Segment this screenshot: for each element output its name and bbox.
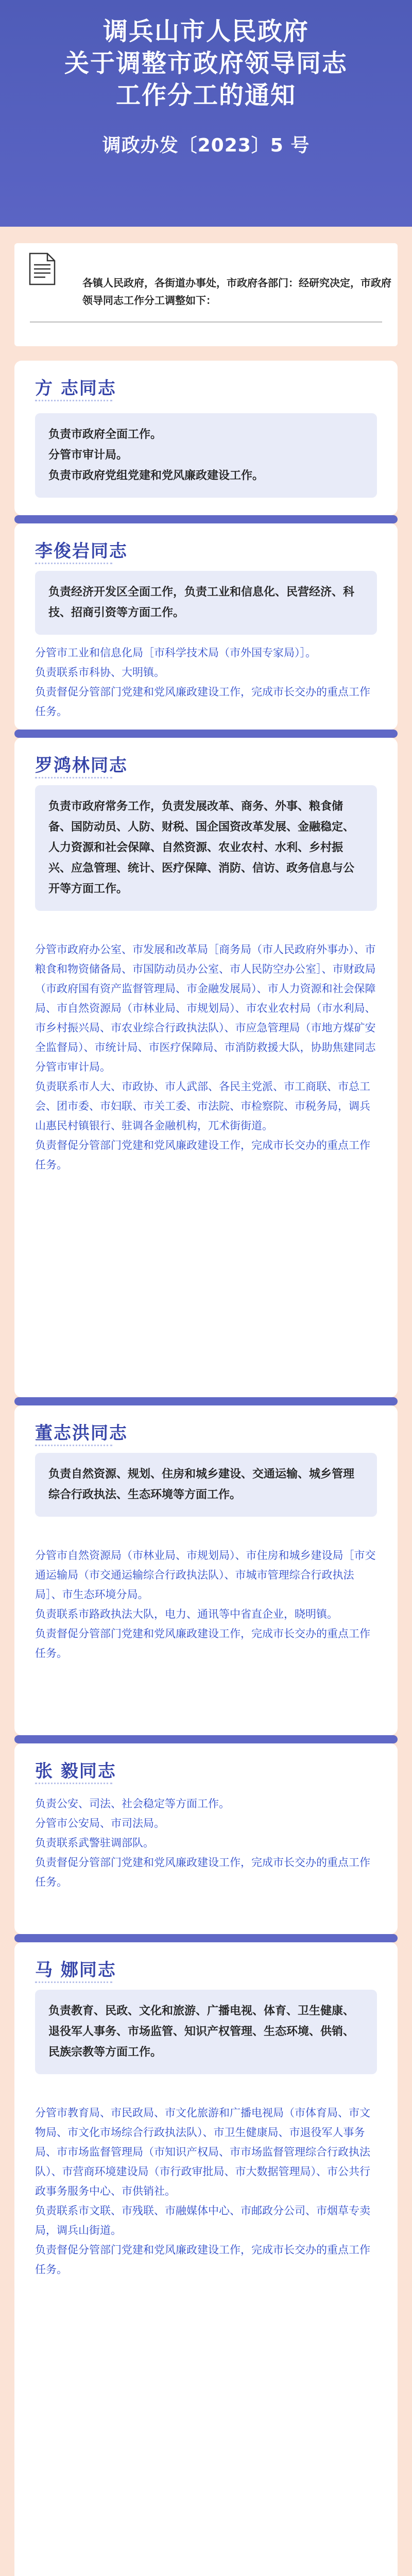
section-divider <box>14 1934 398 1942</box>
duty-details <box>35 643 377 721</box>
duty-details <box>35 940 377 1175</box>
section-fangzhi <box>14 361 398 515</box>
duty-item: 负责经济开发区全面工作，负责工业和信息化、民营经济、科技、招商引资等方面工作。 <box>48 586 355 619</box>
detail-paragraph: 负责联系市人大、市政协、市人武部、各民主党派、市工商联、市总工会、团市委、市妇联、市关工委、市法院、市检察院、市税务局，调兵山惠民村镇银行、驻调各金融机构，兀术街街道。 <box>35 1080 370 1132</box>
duty-item: 负责市政府全面工作。 <box>48 428 162 441</box>
duty-box <box>35 571 377 635</box>
section-mana <box>14 1942 398 2576</box>
duty-box <box>35 785 377 911</box>
duty-box <box>35 1453 377 1517</box>
header <box>0 0 412 227</box>
leader-name: 马 娜同志 <box>35 1960 116 1980</box>
duty-details <box>35 1794 377 1892</box>
duty-item: 分管市审计局。 <box>48 449 128 462</box>
duty-item: 负责市政府常务工作，负责发展改革、商务、外事、粮食储备、国防动员、人防、财税、国企国资改革发展、金融稳定、人力资源和社会保障、自然资源、农业农村、水利、乡村振兴、应急管理、统计、医疗保障、消防、信访、政务信息与公开等方面工作。 <box>48 800 355 895</box>
duty-details <box>35 2103 377 2279</box>
title-line-2: 关于调整市政府领导同志 <box>64 49 348 78</box>
detail-paragraph: 分管市公安局、市司法局。 <box>35 1817 165 1829</box>
section-divider <box>14 1397 398 1405</box>
detail-paragraph: 负责督促分管部门党建和党风廉政建设工作，完成市长交办的重点工作任务。 <box>35 686 370 718</box>
leader-name: 董志洪同志 <box>35 1423 128 1444</box>
section-divider <box>14 515 398 523</box>
intro-text: 各镇人民政府，各街道办事处，市政府各部门：经研究决定，市政府领导同志工作分工调整如下： <box>82 277 391 307</box>
name-underline <box>35 563 112 564</box>
title <box>0 0 412 111</box>
detail-paragraph: 负责督促分管部门党建和党风廉政建设工作，完成市长交办的重点工作任务。 <box>35 2244 370 2276</box>
duty-details <box>35 1546 377 1663</box>
leader-name: 张 毅同志 <box>35 1761 116 1782</box>
section-dongzhihong <box>14 1405 398 1735</box>
name-underline <box>35 400 112 401</box>
section-lijunyan <box>14 523 398 730</box>
name-underline <box>35 777 112 778</box>
title-line-3: 工作分工的通知 <box>115 81 296 110</box>
name-underline <box>35 1445 112 1446</box>
duty-item: 负责教育、民政、文化和旅游、广播电视、体育、卫生健康、退役军人事务、市场监管、知识产权管理、生态环境、供销、民族宗教等方面工作。 <box>48 2005 355 2059</box>
detail-paragraph: 负责联系市文联、市残联、市融媒体中心、市邮政分公司、市烟草专卖局，调兵山街道。 <box>35 2205 370 2236</box>
detail-paragraph: 分管市教育局、市民政局、市文化旅游和广播电视局（市体育局、市文物局、市文化市场综合行政执法队）、市卫生健康局、市退役军人事务局、市市场监督管理局（市知识产权局、市市场监督管理综合行政执法队）、市营商环境建设局（市行政审批局、市大数据管理局）、市公共行政事务服务中心、市供销社。 <box>35 2107 370 2197</box>
detail-paragraph: 负责督促分管部门党建和党风廉政建设工作，完成市长交办的重点工作任务。 <box>35 1139 370 1171</box>
detail-paragraph: 负责联系市科协、大明镇。 <box>35 666 165 679</box>
duty-box <box>35 413 377 498</box>
intro-divider <box>30 321 382 323</box>
intro-card <box>14 243 398 346</box>
name-underline <box>35 1783 112 1784</box>
name-underline <box>35 1981 112 1983</box>
section-zhangyi <box>14 1743 398 1934</box>
leader-name: 罗鸿林同志 <box>35 755 128 776</box>
section-divider <box>14 730 398 738</box>
duty-box <box>35 1990 377 2074</box>
leader-name: 方 志同志 <box>35 378 116 399</box>
detail-paragraph: 负责联系武警驻调部队。 <box>35 1837 154 1849</box>
detail-paragraph: 负责督促分管部门党建和党风廉政建设工作，完成市长交办的重点工作任务。 <box>35 1628 370 1659</box>
section-luohonglin <box>14 738 398 1397</box>
detail-paragraph: 负责联系市路政执法大队，电力、通讯等中省直企业，晓明镇。 <box>35 1608 338 1620</box>
title-line-1: 调兵山市人民政府 <box>102 17 309 46</box>
detail-paragraph: 负责督促分管部门党建和党风廉政建设工作，完成市长交办的重点工作任务。 <box>35 1856 370 1888</box>
document-icon <box>27 252 57 285</box>
leader-name: 李俊岩同志 <box>35 541 128 562</box>
detail-paragraph: 分管市政府办公室、市发展和改革局［商务局（市人民政府外事办）、市粮食和物资储备局、市国防动员办公室、市人民防空办公室］、市财政局（市政府国有资产监督管理局、市金融发展局）、市人力资源和社会保障局、市自然资源局（市林业局、市规划局）、市农业农村局（市水利局、市乡村振兴局、市农业综合行政执法队）、市应急管理局（市地方煤矿安全监督局）、市统计局、市医疗保障局、市消防救援大队，协助焦建同志分管市审计局。 <box>35 943 376 1073</box>
duty-item: 负责自然资源、规划、住房和城乡建设、交通运输、城乡管理综合行政执法、生态环境等方面工作。 <box>48 1468 355 1501</box>
duty-item: 负责市政府党组党建和党风廉政建设工作。 <box>48 469 264 482</box>
detail-paragraph: 分管市工业和信息化局［市科学技术局（市外国专家局）］。 <box>35 647 316 659</box>
detail-paragraph: 负责公安、司法、社会稳定等方面工作。 <box>35 1798 230 1810</box>
section-divider <box>14 1735 398 1743</box>
detail-paragraph: 分管市自然资源局（市林业局、市规划局）、市住房和城乡建设局［市交通运输局（市交通运输综合行政执法队）、市城市管理综合行政执法局］、市生态环境分局。 <box>35 1549 376 1601</box>
document-number: 调政办发〔2023〕5 号 <box>102 135 310 156</box>
